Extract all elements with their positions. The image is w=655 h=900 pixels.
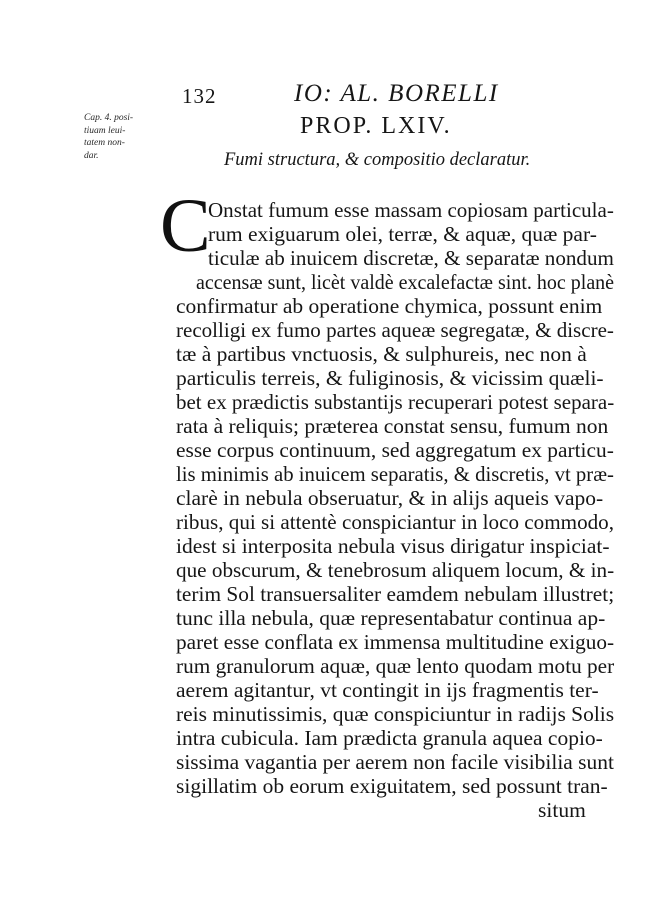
body-line: que obscurum, & tenebrosum aliquem locum, & in- [176,558,615,582]
body-line: esse corpus continuum, sed aggregatum ex particu- [176,438,614,462]
body-line: idest si interposita nebula visus dirigatur inspiciat- [176,534,610,558]
body-line: intra cubicula. Iam prædicta granula aquea copio- [176,726,603,750]
body-line: paret esse conflata ex immensa multitudine exiguo- [176,630,615,654]
body-line: tunc illa nebula, quæ representabatur continua ap- [176,606,606,630]
drop-cap: C [160,184,211,268]
body-line: aerem agitantur, vt contingit in ijs fragmentis ter- [176,678,599,702]
body-line: rum granulorum aquæ, quæ lento quodam motu per [176,654,615,678]
body-line: ribus, qui si attentè conspiciantur in loco commodo, [176,510,615,534]
body-line: accensæ sunt, licèt valdè excalefactæ sint. hoc planè [196,270,615,294]
body-line: rum exiguarum olei, terræ, & aquæ, quæ par- [208,222,597,246]
body-line: particulis terreis, & fuliginosis, & vicissim quæli- [176,366,604,390]
proposition-title: PROP. LXIV. [300,113,452,139]
body-line: bet ex prædictis substantijs recuperari potest separa- [176,390,615,414]
marginal-note-line: tatem non- [84,138,125,148]
body-line: sigillatim ob eorum exiguitatem, sed possunt tran- [176,774,608,798]
body-line: rata à reliquis; præterea constat sensu, fumum non [176,414,609,438]
marginal-note [84,112,164,162]
proposition-subtitle: Fumi structura, & compositio declaratur. [224,150,531,170]
body-line: clarè in nebula obseruatur, & in alijs aqueis vapo- [176,486,604,510]
running-head: IO: AL. BORELLI [294,80,499,107]
body-line: ticulæ ab inuicem discretæ, & separatæ nondum [208,246,614,270]
marginal-note-line: dar. [84,150,99,161]
body-line: sissima vagantia per aerem non facile visibilia sunt [176,750,614,774]
marginal-note-line: Cap. 4. posi- [84,113,134,123]
page-number: 132 [182,84,217,108]
body-line: tæ à partibus vnctuosis, & sulphureis, nec non à [176,342,587,366]
body-line: terim Sol transuersaliter eamdem nebulam illustret; [176,582,615,606]
marginal-note-line: tiuam leui- [84,125,126,136]
body-line: lis minimis ab inuicem separatis, & discretis, vt præ- [176,462,614,486]
body-line: recolligi ex fumo partes aqueæ segregatæ, & discre- [176,318,614,342]
body-line: Onstat fumum esse massam copiosam particula- [208,198,614,222]
catchword: situm [538,798,586,822]
body-line: reis minutissimis, quæ conspiciuntur in radijs Solis [176,702,615,726]
body-line: confirmatur ab operatione chymica, possunt enim [176,294,603,318]
